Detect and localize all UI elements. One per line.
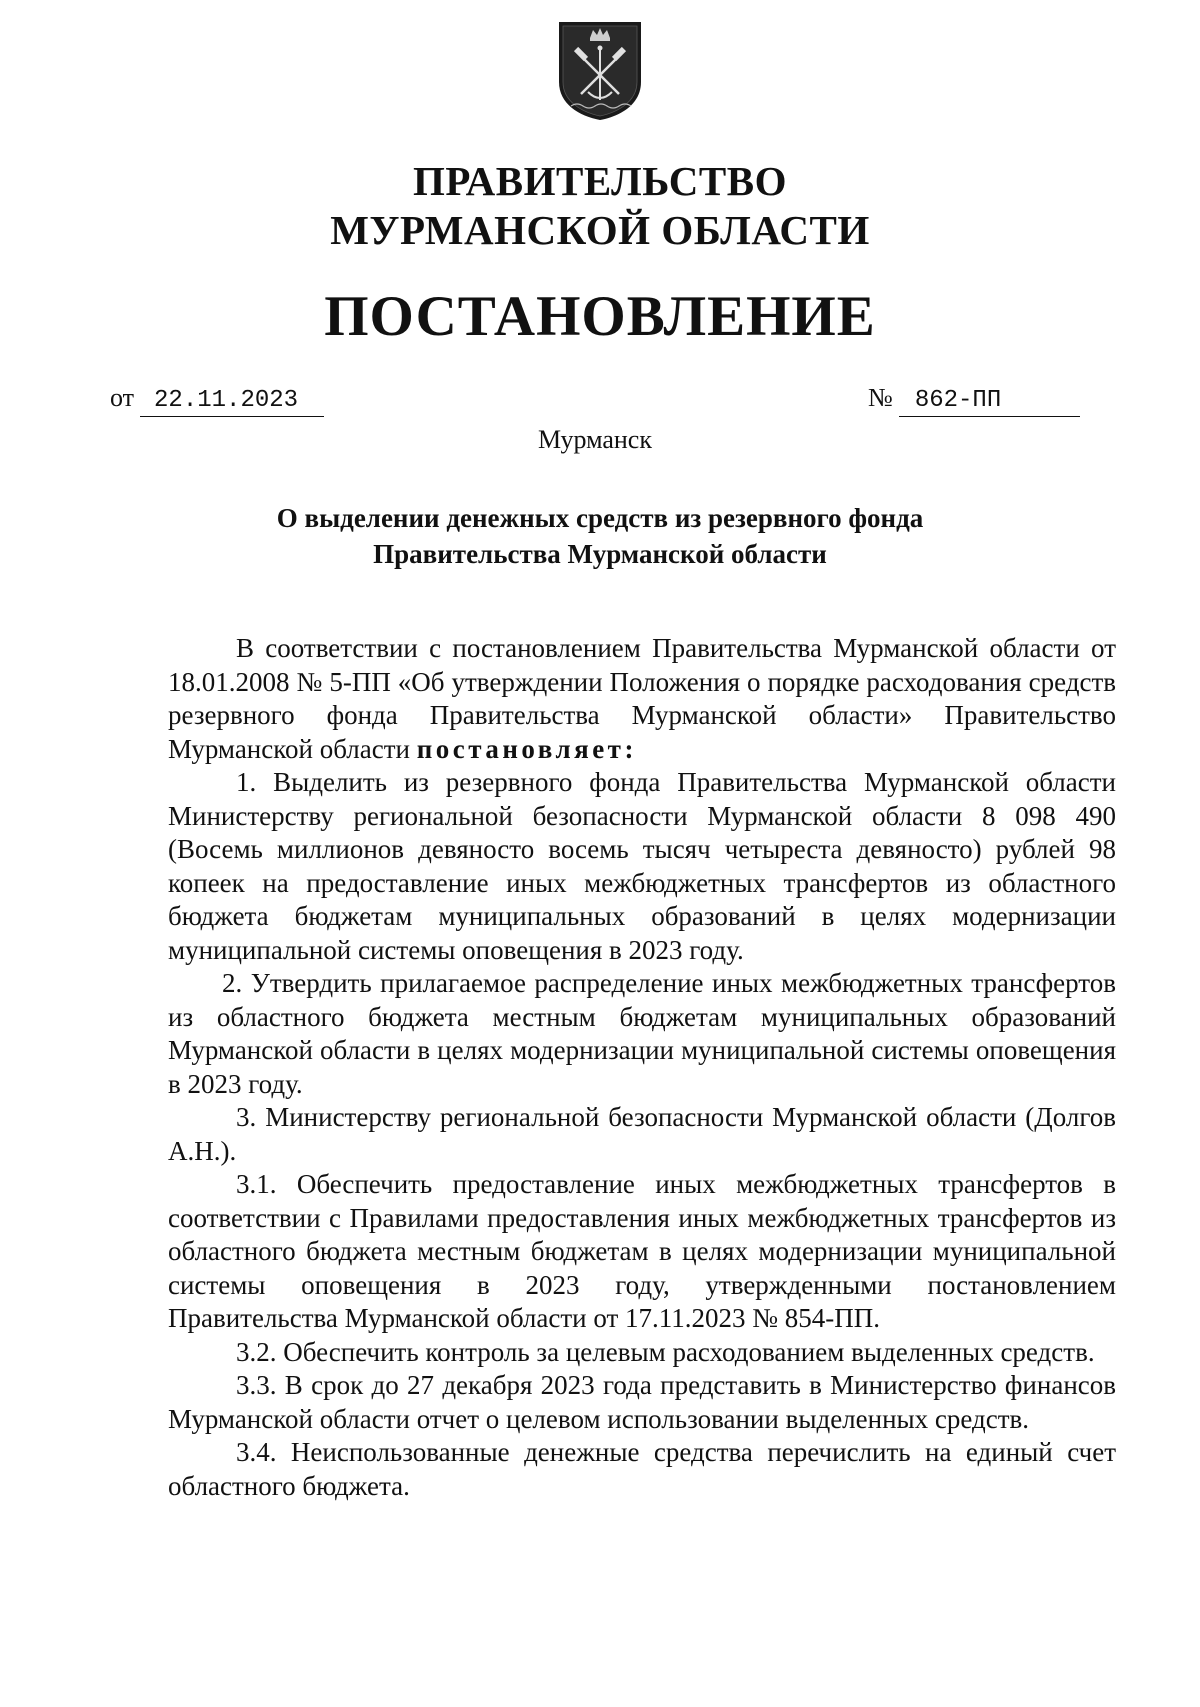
number-field (868, 380, 1080, 416)
government-title-line2: МУРМАНСКОЙ ОБЛАСТИ (330, 207, 870, 253)
date-prefix: от (110, 383, 135, 412)
government-title-line1: ПРАВИТЕЛЬСТВО (412, 158, 788, 204)
document-date: 22.11.2023 (140, 386, 324, 417)
paragraph-2: 2. Утвердить прилагаемое распределение иных межбюджетных трансфертов из областного бюджета местным бюджетам муниципальных образований Мурманской области в целях модернизации муниципальной системы оповещения в 2023 году. (168, 968, 1116, 1099)
document-type-title: ПОСТАНОВЛЕНИЕ (324, 285, 876, 348)
preamble-text: В соответствии с постановлением Правительства Мурманской области от 18.01.2008 № 5-ПП «Об утверждении Положения о порядке расходования средств резервного фонда Правительства Мурманской области» Правительство Мурманской области (168, 633, 1116, 764)
paragraph-3-2: 3.2. Обеспечить контроль за целевым расходованием выделенных средств. (236, 1336, 1095, 1367)
document-body (168, 632, 1116, 1503)
preamble-verb: постановляет: (416, 733, 637, 764)
subject-line2: Правительства Мурманской области (373, 539, 827, 569)
paragraph-3-4: 3.4. Неиспользованные денежные средства перечислить на единый счет областного бюджета. (168, 1437, 1116, 1501)
murmansk-coat-of-arms-icon (557, 20, 643, 122)
date-field (110, 380, 324, 416)
paragraph-3-3: 3.3. В срок до 27 декабря 2023 года представить в Министерство финансов Мурманской области отчет о целевом использовании выделенных средств. (168, 1370, 1116, 1434)
paragraph-3-1: 3.1. Обеспечить предоставление иных межбюджетных трансфертов в соответствии с Правилами предоставления иных межбюджетных трансфертов из областного бюджета местным бюджетам в целях модернизации муниципальной системы оповещения в 2023 году, утвержденными постановлением Правительства Мурманской области от 17.11.2023 № 854-ПП. (168, 1169, 1116, 1333)
city-name: Мурманск (538, 425, 652, 454)
document-number: 862-ПП (899, 386, 1080, 417)
number-prefix: № (868, 383, 893, 412)
paragraph-1: 1. Выделить из резервного фонда Правительства Мурманской области Министерству региональной безопасности Мурманской области 8 098 490 (Восемь миллионов девяносто восемь тысяч четыреста девяносто) рублей 98 копеек на предоставление иных межбюджетных трансфертов из областного бюджета бюджетам муниципальных образований в целях модернизации муниципальной системы оповещения в 2023 году. (168, 767, 1116, 965)
subject-line1: О выделении денежных средств из резервного фонда (276, 503, 924, 533)
preamble-paragraph (168, 632, 1116, 766)
paragraph-3: 3. Министерству региональной безопасности Мурманской области (Долгов А.Н.). (168, 1102, 1116, 1166)
